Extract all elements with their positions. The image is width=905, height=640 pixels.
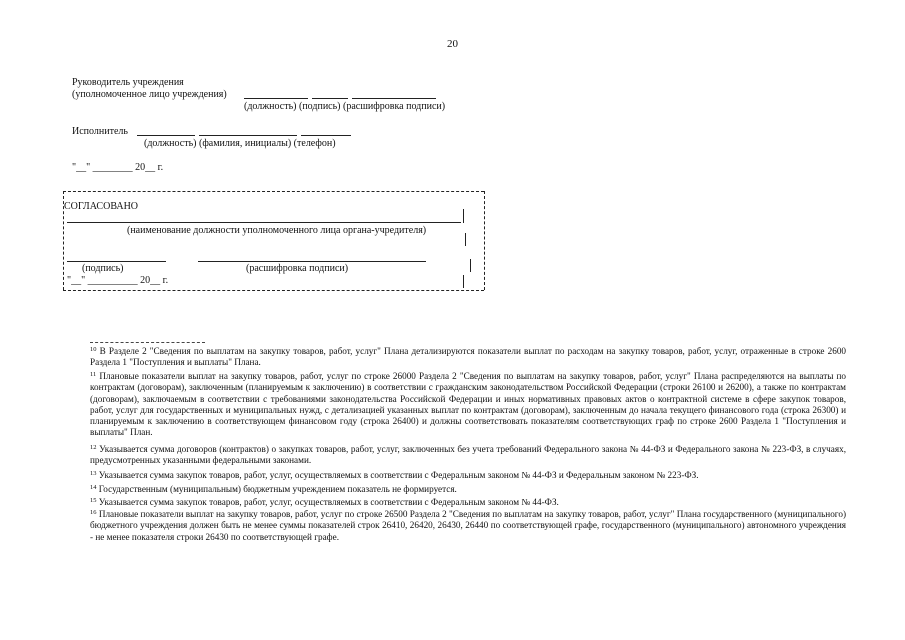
head-sublabel: (уполномоченное лицо учреждения): [72, 89, 227, 100]
agreed-bar: [470, 259, 471, 272]
date-line: "__" ________ 20__ г.: [72, 162, 164, 173]
agreed-box-right: [484, 191, 485, 290]
agreed-date-line: "__" __________ 20__ г.: [67, 275, 169, 286]
executor-phone-line: [301, 135, 351, 136]
footnote-11: $^{11}$ Плановые показатели выплат на закупку товаров, работ, услуг по строке 26000 Раздела 2 "Сведения по выплатам на закупку товаров, работ, услуг" Плана распределяются на выплаты по контрактам (договорам), заключенным (планируемым к заключению) в соответствии с гражданским законодательством Российской Федерации (строки 26100 и 26200), а также по контрактам (договорам), заключаемым в соответствии с требованиями законодательства Российской Федерации и иных нормативных правовых актов о контрактной системе в сфере закупок товаров, работ, услуг для государственных и муниципальных нужд, с детализацией указанных выплат по контрактам (договорам), заключенным до начала текущего финансового года (строка 26300) и планируемым к заключению в соответствующем финансовом году (строка 26400) и должны соответствовать показателям соответствующих граф по строке 2600 Раздела 1 "Поступления и выплаты" План.: [90, 371, 846, 438]
agreed-box-bottom: [63, 290, 484, 291]
agreed-bar: [465, 233, 466, 246]
agreed-position-line: [67, 222, 461, 223]
footnote-10: $^{10}$ В Разделе 2 "Сведения по выплатам на закупку товаров, работ, услуг" Плана детализируются показатели выплат по расходам на закупку товаров, работ, услуг, отраженные в строке 2600 Раздела 1 "Поступления и выплаты" Плана.: [90, 346, 847, 368]
head-label: Руководитель учреждения: [72, 77, 184, 88]
executor-label: Исполнитель: [72, 126, 128, 137]
footnote-12: $^{12}$ Указывается сумма договоров (контрактов) о закупках товаров, работ, услуг, заключенных без учета требований Федерального закона № 44-ФЗ и Федерального закона № 223-ФЗ, в случаях, предусмотренных указанными федеральными законами.: [90, 444, 846, 466]
executor-name-line: [199, 135, 297, 136]
agreed-decoding-line: [198, 261, 426, 262]
executor-captions: (должность) (фамилия, инициалы) (телефон): [144, 138, 336, 149]
footnote-separator: [90, 342, 205, 343]
agreed-title: СОГЛАСОВАНО: [64, 201, 139, 212]
agreed-bar: [463, 275, 464, 288]
head-position-line: [244, 98, 308, 99]
footnote-15: $^{15}$ Указывается сумма закупок товаров, работ, услуг, осуществляемых в соответствии с Федеральным законом № 44-ФЗ.: [90, 497, 559, 507]
agreed-signature-line: [67, 261, 166, 262]
footnote-16: $^{16}$ Плановые показатели выплат на закупку товаров, работ, услуг по строке 26500 Раздела 2 "Сведения по выплатам на закупку товаров, работ, услуг" Плана государственного (муниципального) бюджетного учреждения должен быть не менее суммы показателей строк 26410, 26420, 26430, 26440 по соответствующей графе, государственного (муниципального) автономного учреждения - не менее показателя строки 26430 по соответствующей графе.: [90, 509, 846, 542]
head-decoding-line: [352, 98, 436, 99]
agreed-decoding-caption: (расшифровка подписи): [246, 263, 349, 274]
footnote-13: $^{13}$ Указывается сумма закупок товаров, работ, услуг, осуществляемых в соответствии с Федеральным законом № 44-ФЗ и Федеральным законом № 223-ФЗ.: [90, 470, 699, 480]
footnote-14: $^{14}$ Государственным (муниципальным) бюджетным учреждением показатель не формируется.: [90, 484, 457, 494]
agreed-position-caption: (наименование должности уполномоченного лица органа-учредителя): [127, 225, 427, 236]
agreed-bar: [463, 209, 464, 223]
page-number: 20: [447, 38, 458, 50]
agreed-box-top: [63, 191, 484, 192]
head-captions: (должность) (подпись) (расшифровка подписи): [244, 101, 446, 112]
executor-position-line: [137, 135, 195, 136]
head-signature-line: [312, 98, 348, 99]
agreed-signature-caption: (подпись): [82, 263, 124, 274]
